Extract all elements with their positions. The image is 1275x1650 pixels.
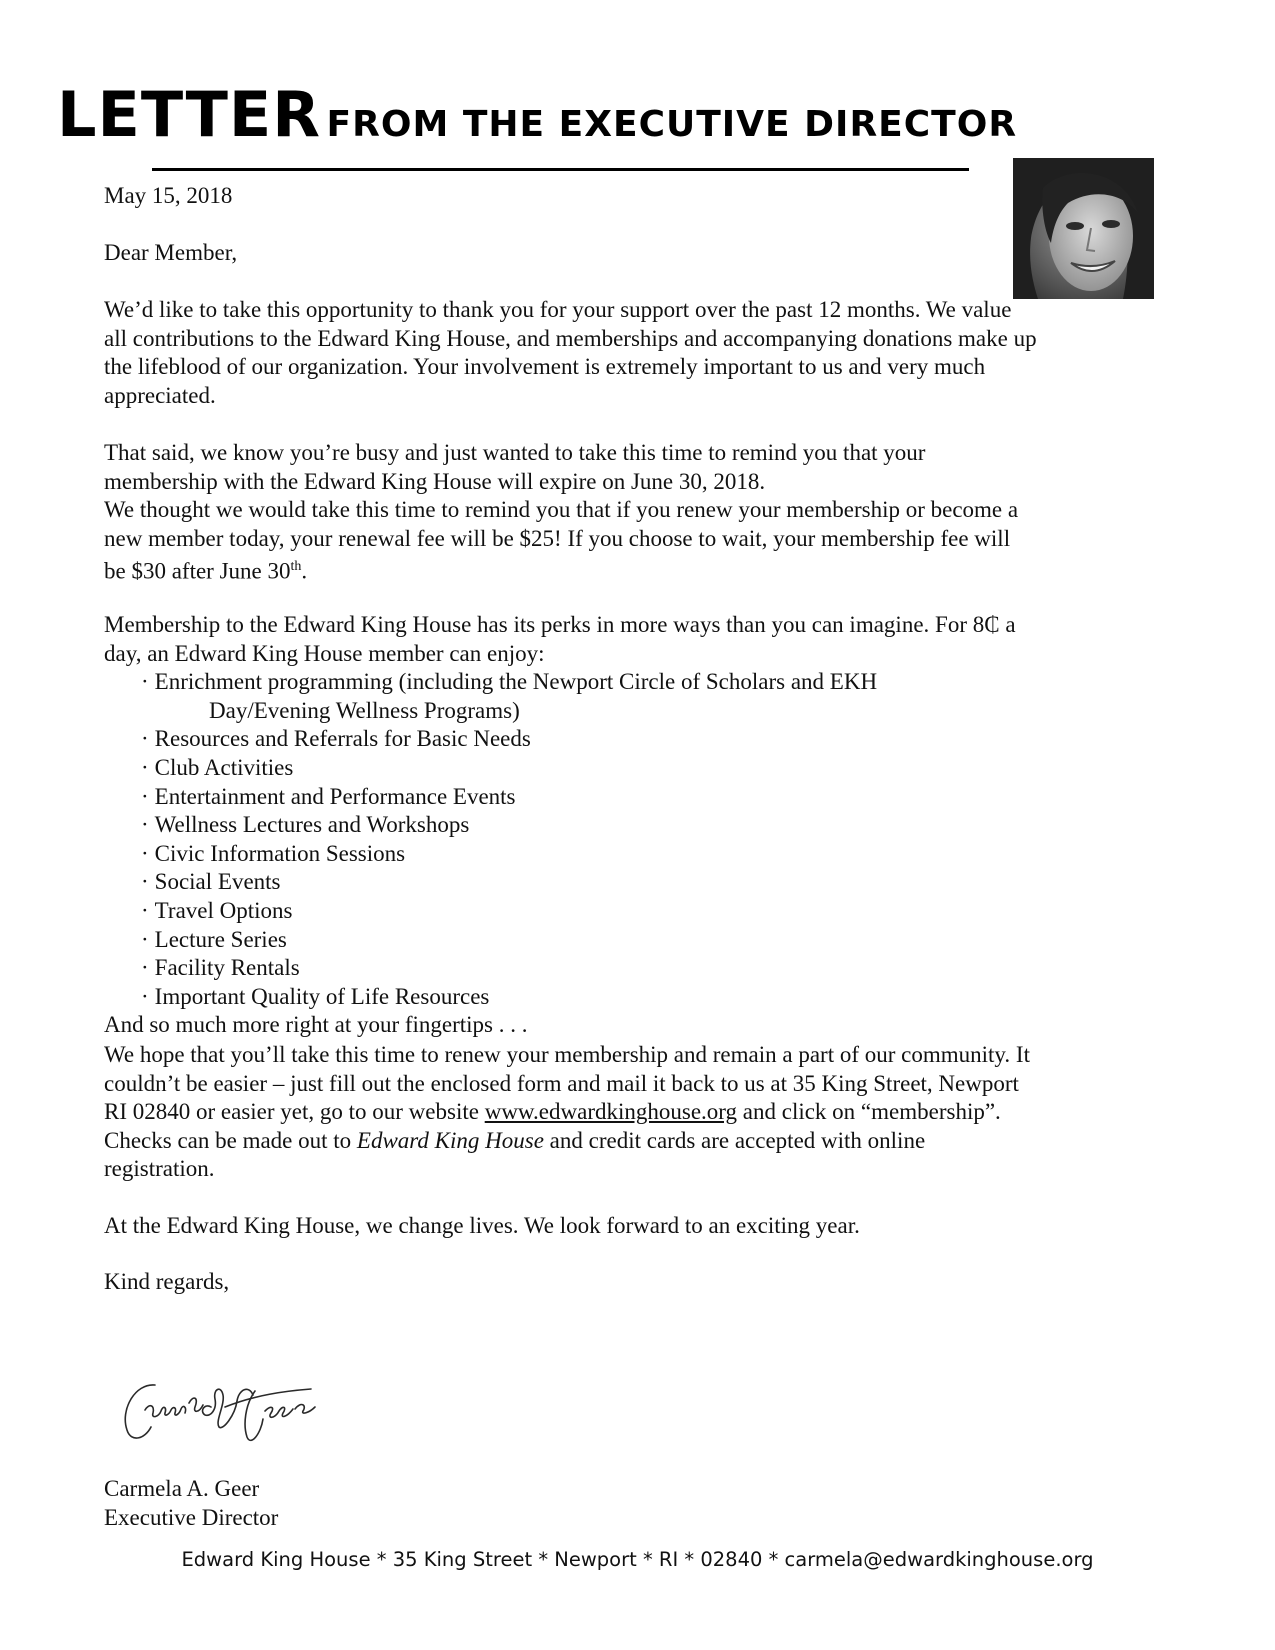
bullet-icon: · (141, 840, 149, 866)
list-item-text: Entertainment and Performance Events (154, 783, 516, 809)
payee-name: Edward King House (356, 1127, 544, 1153)
bullet-icon: · (141, 754, 149, 780)
salutation-text: Dear Member, (104, 240, 238, 265)
list-item-text: Enrichment programming (including the Newport Circle of Scholars and EKH (154, 669, 878, 695)
text-segment: RI 02840 or easier yet, go to our website (104, 1099, 485, 1125)
paragraph-line: day, an Edward King House member can enjoy: (104, 640, 545, 666)
paragraph-closing (104, 1212, 1134, 1241)
closing (104, 1268, 1134, 1297)
bullet-icon: · (141, 983, 149, 1009)
signer-title: Executive Director (104, 1504, 279, 1530)
signature-text: Carmela A. Geer (115, 1355, 122, 1356)
paragraph-line: couldn’t be easier – just fill out the enclosed form and mail it back to us at 35 King Street, Newport (104, 1070, 1019, 1096)
date-text: May 15, 2018 (104, 183, 233, 208)
list-item (104, 954, 1134, 983)
text-segment: and click on “membership”. (737, 1099, 1001, 1125)
bullet-icon: · (141, 955, 149, 981)
paragraph-perks (104, 611, 1134, 1040)
website-link[interactable]: www.edwardkinghouse.org (484, 1099, 738, 1125)
list-item-text: Travel Options (154, 897, 293, 923)
heading-rest: FROM THE EXECUTIVE DIRECTOR (326, 104, 1018, 145)
signer-name: Carmela A. Geer (104, 1476, 260, 1501)
list-item-text: Social Events (154, 869, 281, 895)
list-item-text: Club Activities (154, 754, 294, 780)
paragraph-renewal (104, 439, 1134, 587)
fee-date-text: be $30 after June 30 (104, 559, 291, 585)
paragraph-line: That said, we know you’re busy and just wanted to take this time to remind you that your (104, 440, 926, 465)
bullet-icon: · (141, 897, 149, 923)
paragraph-line: And so much more right at your fingertips . . . (104, 1012, 528, 1038)
list-item-text: Civic Information Sessions (154, 840, 406, 866)
letter-heading (57, 78, 1117, 151)
list-item-continuation: Day/Evening Wellness Programs) (209, 697, 520, 723)
bullet-icon: · (141, 869, 149, 895)
list-item (104, 783, 1134, 812)
director-portrait-photo (1013, 158, 1154, 299)
paragraph-line (104, 1098, 1134, 1127)
list-item-text: Important Quality of Life Resources (154, 983, 490, 1009)
paragraph-line: membership with the Edward King House will expire on June 30, 2018. (104, 468, 766, 494)
paragraph-line: We thought we would take this time to remind you that if you renew your membership or become a (104, 497, 1019, 523)
footer-contact-line: Edward King House * 35 King Street * Newport * RI * 02840 * carmela@edwardkinghouse.org (181, 1548, 1094, 1571)
text-segment: Checks can be made out to (104, 1127, 357, 1153)
ordinal-suffix: th (290, 559, 302, 575)
paragraph-line (104, 1127, 1134, 1156)
list-item (104, 868, 1134, 897)
text-segment: and credit cards are accepted with online (543, 1127, 926, 1153)
paragraph-line (104, 553, 1134, 586)
paragraph-line: new member today, your renewal fee will be $25! If you choose to wait, your membership fee will (104, 525, 1011, 551)
list-item (104, 725, 1134, 754)
bullet-icon: · (141, 783, 149, 809)
bullet-icon: · (141, 812, 149, 838)
list-item-text: Lecture Series (154, 926, 287, 952)
list-item (104, 983, 1134, 1012)
list-item (104, 840, 1134, 869)
paragraph-line: Membership to the Edward King House has its perks in more ways than you can imagine. For 8₵ a (104, 612, 1016, 637)
paragraph-line: registration. (104, 1156, 215, 1182)
letter-date (104, 182, 1134, 211)
paragraph-line: We’d like to take this opportunity to thank you for your support over the past 12 months. We value (104, 297, 1012, 322)
closing-text: Kind regards, (104, 1269, 230, 1294)
bullet-icon: · (141, 669, 149, 695)
list-item-text: Wellness Lectures and Workshops (154, 812, 470, 838)
salutation (104, 239, 1134, 268)
benefits-list (104, 668, 1134, 1011)
bullet-icon: · (141, 926, 149, 952)
paragraph-thanks (104, 296, 1134, 410)
heading-letter-word: LETTER (57, 78, 321, 151)
paragraph-line: appreciated. (104, 382, 216, 408)
paragraph-line: At the Edward King House, we change lives. We look forward to an exciting year. (104, 1213, 860, 1238)
paragraph-line: We hope that you’ll take this time to renew your membership and remain a part of our community. It (104, 1042, 1030, 1067)
paragraph-renew-instructions (104, 1041, 1134, 1184)
heading-divider (152, 168, 969, 171)
paragraph-line: all contributions to the Edward King House, and memberships and accompanying donations make up (104, 325, 1037, 351)
bullet-icon: · (141, 726, 149, 752)
period: . (301, 559, 308, 585)
signature-image (115, 1355, 335, 1455)
list-item (104, 926, 1134, 955)
paragraph-line: the lifeblood of our organization. Your involvement is extremely important to us and very much (104, 354, 986, 380)
list-item-text: Resources and Referrals for Basic Needs (154, 726, 531, 752)
list-item (104, 668, 1134, 725)
list-item-text: Facility Rentals (154, 955, 300, 981)
list-item (104, 897, 1134, 926)
list-item (104, 754, 1134, 783)
signer-block (104, 1475, 1134, 1532)
list-item (104, 811, 1134, 840)
